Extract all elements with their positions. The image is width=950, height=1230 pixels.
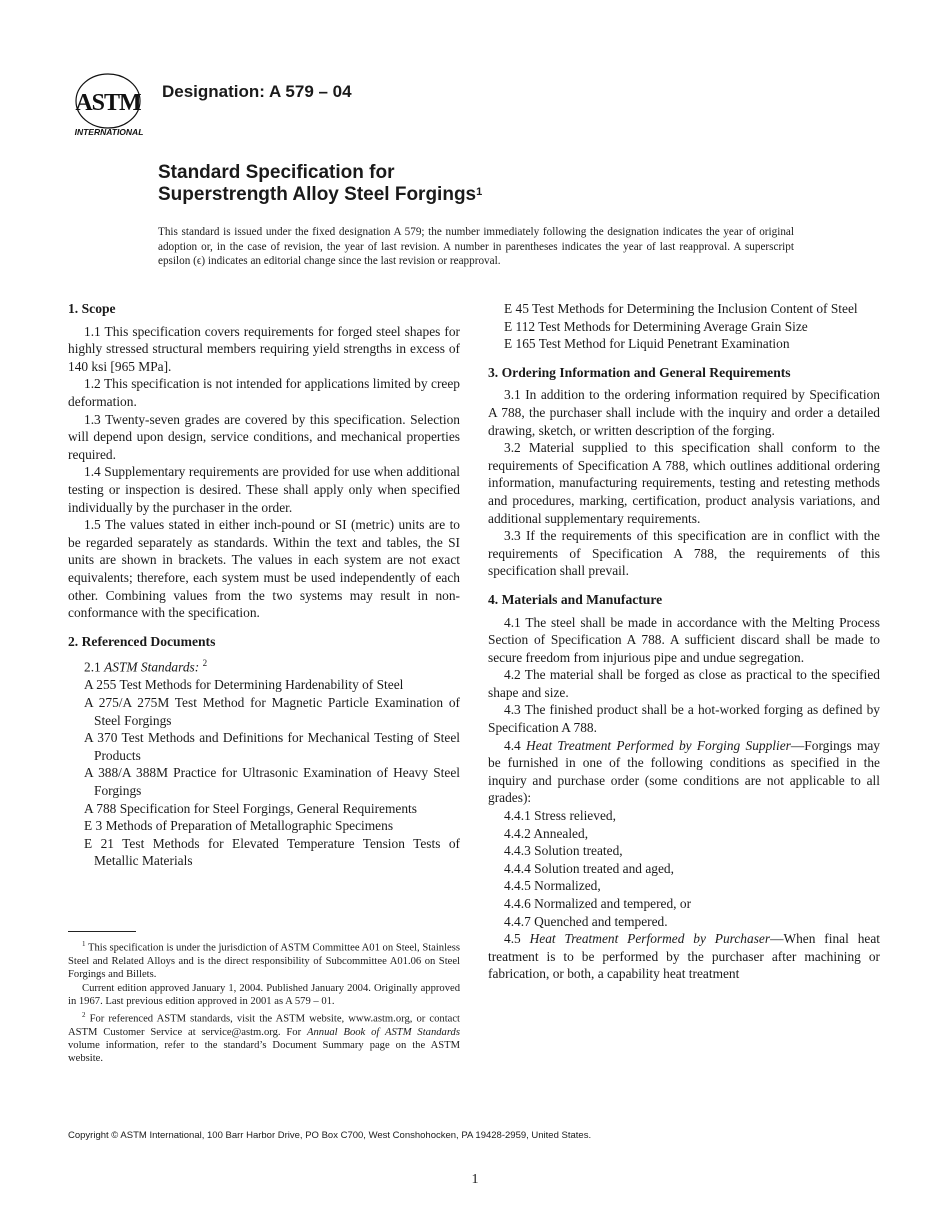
condition-item: 4.4.3 Solution treated,: [504, 843, 623, 859]
left-column: [68, 300, 460, 870]
reference-item: A 275/A 275M Test Method for Magnetic Particle Examination of Steel Forgings: [84, 694, 460, 728]
reference-item: E 112 Test Methods for Determining Average Grain Size: [504, 318, 808, 334]
right-column: [488, 300, 880, 983]
footnote-2-mark: 2: [82, 1010, 86, 1019]
reference-item: A 388/A 388M Practice for Ultrasonic Examination of Heavy Steel Forgings: [84, 765, 460, 798]
copyright-notice: Copyright © ASTM International, 100 Barr Harbor Drive, PO Box C700, West Conshohocken, PA 19428-2959, United States.: [68, 1130, 592, 1141]
references-heading: 2. Referenced Documents: [68, 633, 216, 649]
designation: Designation: A 579 – 04: [162, 82, 352, 101]
materials-4-4-number: 4.4: [504, 737, 521, 753]
materials-4-4: [488, 737, 880, 807]
title-line-1: Standard Specification for: [158, 162, 395, 183]
footnote-1a: [68, 938, 460, 982]
scope-1-1: 1.1 This specification covers requirements for forged steel shapes for highly stressed structural members requiring yield strengths in excess of 140 ksi [965 MPa].: [68, 323, 460, 374]
materials-4-1: 4.1 The steel shall be made in accordance with the Melting Process Section of Specification A 788. A sufficient discard shall be made to secure freedom from injurious pipe and undue segregation.: [488, 614, 880, 665]
ordering-3-2: 3.2 Material supplied to this specification shall conform to the requirements of Specification A 788, which outlines additional ordering information, manufacturing requirements, testing and retesting methods and procedures, marking, certification, product analysis variations, and additional supplementary requirements.: [488, 440, 880, 526]
footnote-divider: [68, 931, 136, 932]
condition-item: 4.4.6 Normalized and tempered, or: [504, 896, 692, 911]
reference-item: E 165 Test Method for Liquid Penetrant Examination: [504, 336, 790, 352]
materials-4-2: 4.2 The material shall be forged as close as practical to the specified shape and size.: [488, 667, 880, 700]
ordering-3-1: 3.1 In addition to the ordering information required by Specification A 788, the purchaser shall include with the inquiry and order a detailed drawing, sketch, or written description of the forging.: [488, 387, 880, 438]
title-line-2-text: Superstrength Alloy Steel Forgings: [158, 184, 477, 205]
reference-item: E 3 Methods of Preparation of Metallographic Specimens: [84, 818, 394, 834]
materials-heading: 4. Materials and Manufacture: [488, 591, 663, 607]
document-title: [158, 162, 482, 206]
footnote-1a-text: This specification is under the jurisdiction of ASTM Committee A01 on Steel, Stainless Steel and Related Alloys and is the direct responsibility of Subcommittee A01.06 on Steel Forgings and Billets.: [68, 942, 460, 981]
astm-logo-subtitle: INTERNATIONAL: [74, 127, 144, 137]
materials-4-5-title: Heat Treatment Performed by Purchaser: [529, 931, 771, 947]
astm-logo-text: ASTM: [75, 90, 141, 116]
astm-standards-label: [84, 655, 460, 676]
issuance-notice: This standard is issued under the fixed designation A 579; the number immediately following the designation indicates the year of original adoption or, in the case of revision, the year of last revision. A number in parentheses indicates the year of last reapproval. A superscript epsilon (ϵ) indicates an editorial change since the last revision or reapproval.: [158, 226, 794, 267]
footnote-1b: Current edition approved January 1, 2004. Published January 2004. Originally approved in 1967. Last previous edition approved in 2001 as A 579 – 01.: [68, 982, 460, 1008]
materials-4-3: 4.3 The finished product shall be a hot-worked forging as defined by Specification A 788.: [488, 702, 880, 736]
reference-item: E 21 Test Methods for Elevated Temperature Tension Tests of Metallic Materials: [84, 835, 460, 869]
scope-1-3: 1.3 Twenty-seven grades are covered by this specification. Selection will depend upon design, service conditions, and mechanical properties required.: [68, 411, 460, 462]
condition-item: 4.4.1 Stress relieved,: [504, 808, 616, 824]
astm-standards-text: ASTM Standards:: [104, 659, 200, 675]
astm-logo: [68, 72, 150, 138]
reference-item: E 45 Test Methods for Determining the Inclusion Content of Steel: [504, 301, 858, 316]
scope-1-5: 1.5 The values stated in either inch-pound or SI (metric) units are to be regarded separately as standards. Within the text and tables, the SI units are shown in brackets. The values in each system are not exact equivalents; therefore, each system must be used independently of each other. Combining values from the two systems may result in non-conformance with the specification.: [68, 517, 460, 621]
condition-item: 4.4.2 Annealed,: [504, 825, 589, 841]
materials-4-4-title: Heat Treatment Performed by Forging Supplier: [526, 737, 791, 753]
scope-1-4: 1.4 Supplementary requirements are provided for use when additional testing or inspection is desired. These shall apply only when specified individually by the purchaser in the order.: [68, 464, 460, 515]
materials-4-5-text: —When final heat treatment is to be performed by the purchaser after machining or fabrication, or both, a capability heat treatment: [488, 931, 880, 982]
footnote-2-post: volume information, refer to the standard’s Document Summary page on the ASTM website.: [68, 1039, 460, 1065]
reference-item: A 255 Test Methods for Determining Hardenability of Steel: [84, 677, 404, 693]
footnote-1-mark: 1: [82, 940, 86, 948]
reference-item: A 370 Test Methods and Definitions for Mechanical Testing of Steel Products: [84, 730, 460, 763]
ordering-heading: 3. Ordering Information and General Requirements: [488, 364, 791, 380]
materials-4-4-text: —Forgings may be furnished in one of the following conditions as specified in the inquiry and purchase order (some conditions are not applicable to all grades):: [488, 737, 880, 806]
page-number: 1: [471, 1172, 479, 1187]
footnote-2-italic: Annual Book of ASTM Standards: [307, 1026, 460, 1038]
footnotes: [68, 938, 460, 1066]
condition-item: 4.4.4 Solution treated and aged,: [504, 860, 674, 876]
materials-4-5: [488, 930, 880, 983]
astm-standards-footnote: 2: [202, 658, 208, 669]
astm-standards-number: 2.1: [84, 659, 101, 675]
footnote-2-pre: For referenced ASTM standards, visit the ASTM website, www.astm.org, or contact ASTM Customer Service at service@astm.org. For: [68, 1013, 460, 1038]
materials-4-5-number: 4.5: [504, 931, 521, 947]
title-footnote-mark: 1: [476, 186, 483, 198]
title-line-2: [158, 184, 482, 206]
condition-item: 4.4.5 Normalized,: [504, 878, 601, 894]
scope-heading: 1. Scope: [68, 301, 116, 316]
condition-item: 4.4.7 Quenched and tempered.: [504, 913, 668, 929]
scope-1-2: 1.2 This specification is not intended for applications limited by creep deformation.: [68, 376, 460, 409]
ordering-3-3: 3.3 If the requirements of this specification are in conflict with the requirements of Specification A 788, the requirements of this specification shall prevail.: [488, 528, 880, 579]
footnote-2: [68, 1009, 460, 1066]
reference-item: A 788 Specification for Steel Forgings, General Requirements: [84, 800, 417, 816]
